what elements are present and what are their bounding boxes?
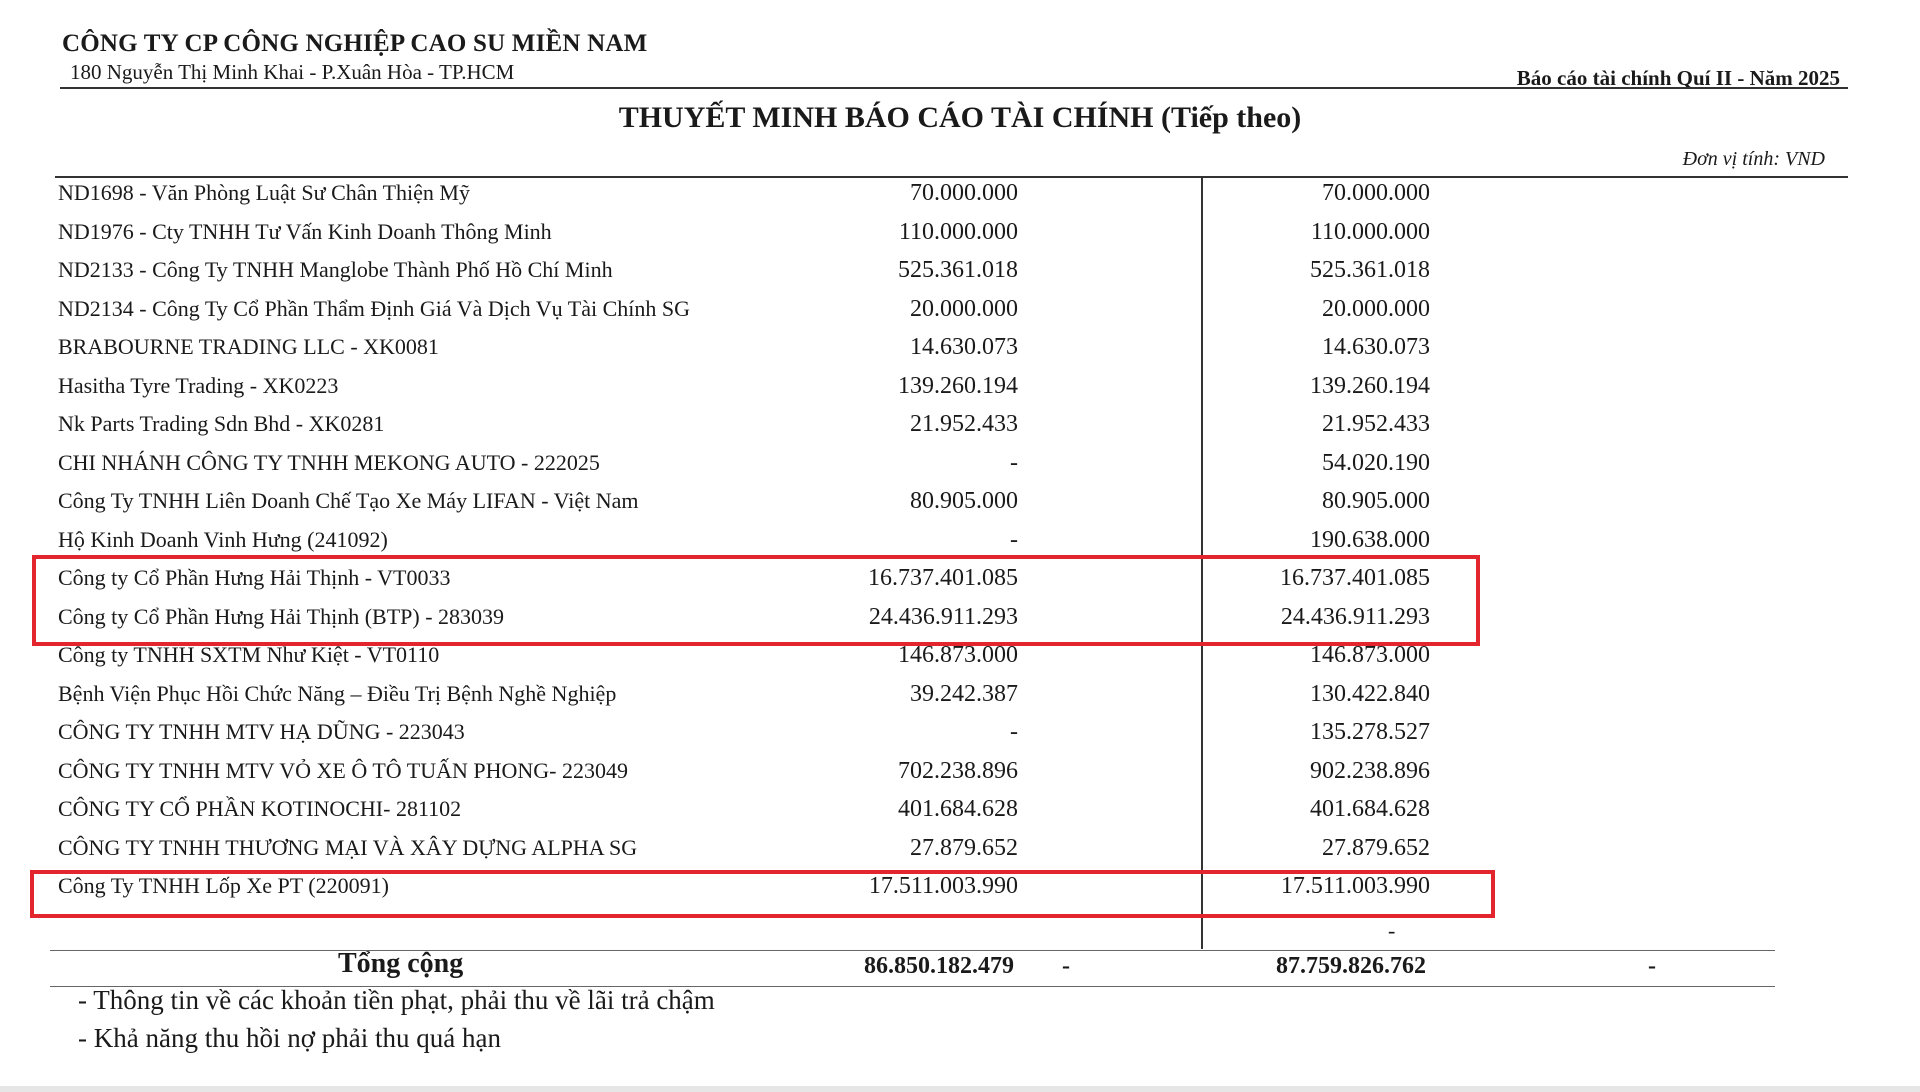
row-value-2: 902.238.896 <box>1310 757 1430 784</box>
row-value-2: 130.422.840 <box>1310 680 1430 707</box>
row-name: CÔNG TY TNHH THƯƠNG MẠI VÀ XÂY DỰNG ALPHA SG <box>58 834 638 860</box>
row-name: Công ty Cổ Phần Hưng Hải Thịnh - VT0033 <box>58 565 451 590</box>
report-period: Báo cáo tài chính Quí II - Năm 2025 <box>1516 66 1840 90</box>
total-value-1: 86.850.182.479 <box>864 953 1014 979</box>
table-row <box>0 371 1920 409</box>
trailing-dash: - <box>1388 918 1396 943</box>
highlight-box-hung-hai-thinh <box>32 555 1480 646</box>
row-value-2: 54.020.190 <box>1322 449 1430 476</box>
table-row <box>0 294 1920 332</box>
row-name: Công Ty TNHH Lốp Xe PT (220091) <box>58 873 389 898</box>
table-row <box>0 794 1920 832</box>
row-value-2: 80.905.000 <box>1322 488 1430 514</box>
row-value-1: 21.952.433 <box>910 411 1018 437</box>
row-name: BRABOURNE TRADING LLC - XK0081 <box>58 334 439 359</box>
note-overdue-recovery: - Khả năng thu hồi nợ phải thu quá hạn <box>78 1023 501 1053</box>
row-name: ND2133 - Công Ty TNHH Manglobe Thành Phố Hồ Chí Minh <box>58 257 613 282</box>
row-value-2: 110.000.000 <box>1310 218 1430 245</box>
row-value-2: 20.000.000 <box>1322 295 1430 322</box>
table-row <box>0 255 1920 293</box>
note-penalties: - Thông tin về các khoản tiền phạt, phải thu về lãi trả chậm <box>78 985 715 1015</box>
row-value-1: 146.873.000 <box>898 642 1018 668</box>
header-divider <box>60 87 1848 89</box>
row-value-1: 401.684.628 <box>898 796 1018 822</box>
row-value-2: 525.361.018 <box>1310 257 1430 283</box>
row-value-1: 14.630.073 <box>910 334 1018 360</box>
unit-label: Đơn vị tính: VND <box>1682 148 1825 170</box>
row-name: Công Ty TNHH Liên Doanh Chế Tạo Xe Máy LIFAN - Việt Nam <box>58 488 639 513</box>
row-value-2: 139.260.194 <box>1310 372 1430 399</box>
row-value-2: 190.638.000 <box>1310 526 1430 553</box>
row-value-1: 20.000.000 <box>910 295 1018 322</box>
table-row <box>0 178 1920 216</box>
row-name: Hộ Kinh Doanh Vinh Hưng (241092) <box>58 526 388 552</box>
table-row <box>0 448 1920 486</box>
table-row <box>0 332 1920 370</box>
row-value-1: 27.879.652 <box>910 834 1018 861</box>
row-name: Công ty TNHH SXTM Như Kiệt - VT0110 <box>58 642 440 667</box>
row-value-1: 70.000.000 <box>910 180 1018 206</box>
table-row <box>0 756 1920 794</box>
table-row <box>0 217 1920 255</box>
row-value-1: 702.238.896 <box>898 757 1018 784</box>
row-name: ND1976 - Cty TNHH Tư Vấn Kinh Doanh Thông Minh <box>58 218 552 244</box>
table-row <box>0 679 1920 717</box>
row-name: Công ty Cổ Phần Hưng Hải Thịnh (BTP) - 283039 <box>58 603 505 629</box>
row-value-1: 39.242.387 <box>910 680 1018 707</box>
table-row <box>0 486 1920 524</box>
row-value-1: 525.361.018 <box>898 257 1018 283</box>
total-top-border <box>50 950 1775 951</box>
row-value-1: 24.436.911.293 <box>868 603 1018 630</box>
total-value-2: 87.759.826.762 <box>1276 953 1426 979</box>
row-name: Bệnh Viện Phục Hồi Chức Năng – Điều Trị Bệnh Nghề Nghiệp <box>58 680 617 706</box>
highlight-box-lop-xe-pt <box>30 870 1495 918</box>
table-row <box>0 833 1920 871</box>
row-name: Hasitha Tyre Trading - XK0223 <box>58 372 339 398</box>
row-value-1: - <box>1010 719 1018 745</box>
row-name: ND2134 - Công Ty Cổ Phần Thẩm Định Giá Và Dịch Vụ Tài Chính SG <box>58 295 690 321</box>
row-value-2: 21.952.433 <box>1322 411 1430 437</box>
row-name: CHI NHÁNH CÔNG TY TNHH MEKONG AUTO - 222025 <box>58 449 600 475</box>
row-value-2: 135.278.527 <box>1310 719 1430 745</box>
document-title: THUYẾT MINH BÁO CÁO TÀI CHÍNH (Tiếp theo) <box>618 101 1302 134</box>
page-bottom-edge <box>0 1086 1920 1092</box>
row-value-2: 27.879.652 <box>1322 834 1430 861</box>
company-address: 180 Nguyễn Thị Minh Khai - P.Xuân Hòa - TP.HCM <box>70 60 515 84</box>
row-name: ND1698 - Văn Phòng Luật Sư Chân Thiện Mỹ <box>58 180 470 205</box>
row-value-1: 17.511.003.990 <box>868 873 1018 899</box>
total-dash-2: - <box>1648 953 1656 979</box>
row-value-1: 16.737.401.085 <box>868 565 1018 591</box>
table-row <box>0 717 1920 755</box>
row-value-1: - <box>1010 449 1018 476</box>
total-label: Tổng cộng <box>338 948 464 979</box>
row-value-2: 70.000.000 <box>1322 180 1430 206</box>
row-value-1: - <box>1010 526 1018 553</box>
row-name: CÔNG TY CỔ PHẦN KOTINOCHI- 281102 <box>58 796 462 821</box>
table-row <box>0 409 1920 447</box>
row-value-2: 17.511.003.990 <box>1280 873 1430 899</box>
row-name: Nk Parts Trading Sdn Bhd - XK0281 <box>58 411 385 436</box>
company-name: CÔNG TY CP CÔNG NGHIỆP CAO SU MIỀN NAM <box>62 30 648 57</box>
row-value-1: 80.905.000 <box>910 488 1018 514</box>
row-value-2: 401.684.628 <box>1310 796 1430 822</box>
row-value-1: 139.260.194 <box>898 372 1018 399</box>
row-value-2: 146.873.000 <box>1310 642 1430 668</box>
row-name: CÔNG TY TNHH MTV HẠ DŨNG - 223043 <box>58 719 465 744</box>
row-value-1: 110.000.000 <box>898 218 1018 245</box>
row-name: CÔNG TY TNHH MTV VỎ XE Ô TÔ TUẤN PHONG- 223049 <box>58 757 628 783</box>
row-value-2: 16.737.401.085 <box>1280 565 1430 591</box>
row-value-2: 14.630.073 <box>1322 334 1430 360</box>
total-dash-1: - <box>1062 953 1070 979</box>
row-value-2: 24.436.911.293 <box>1280 603 1430 630</box>
